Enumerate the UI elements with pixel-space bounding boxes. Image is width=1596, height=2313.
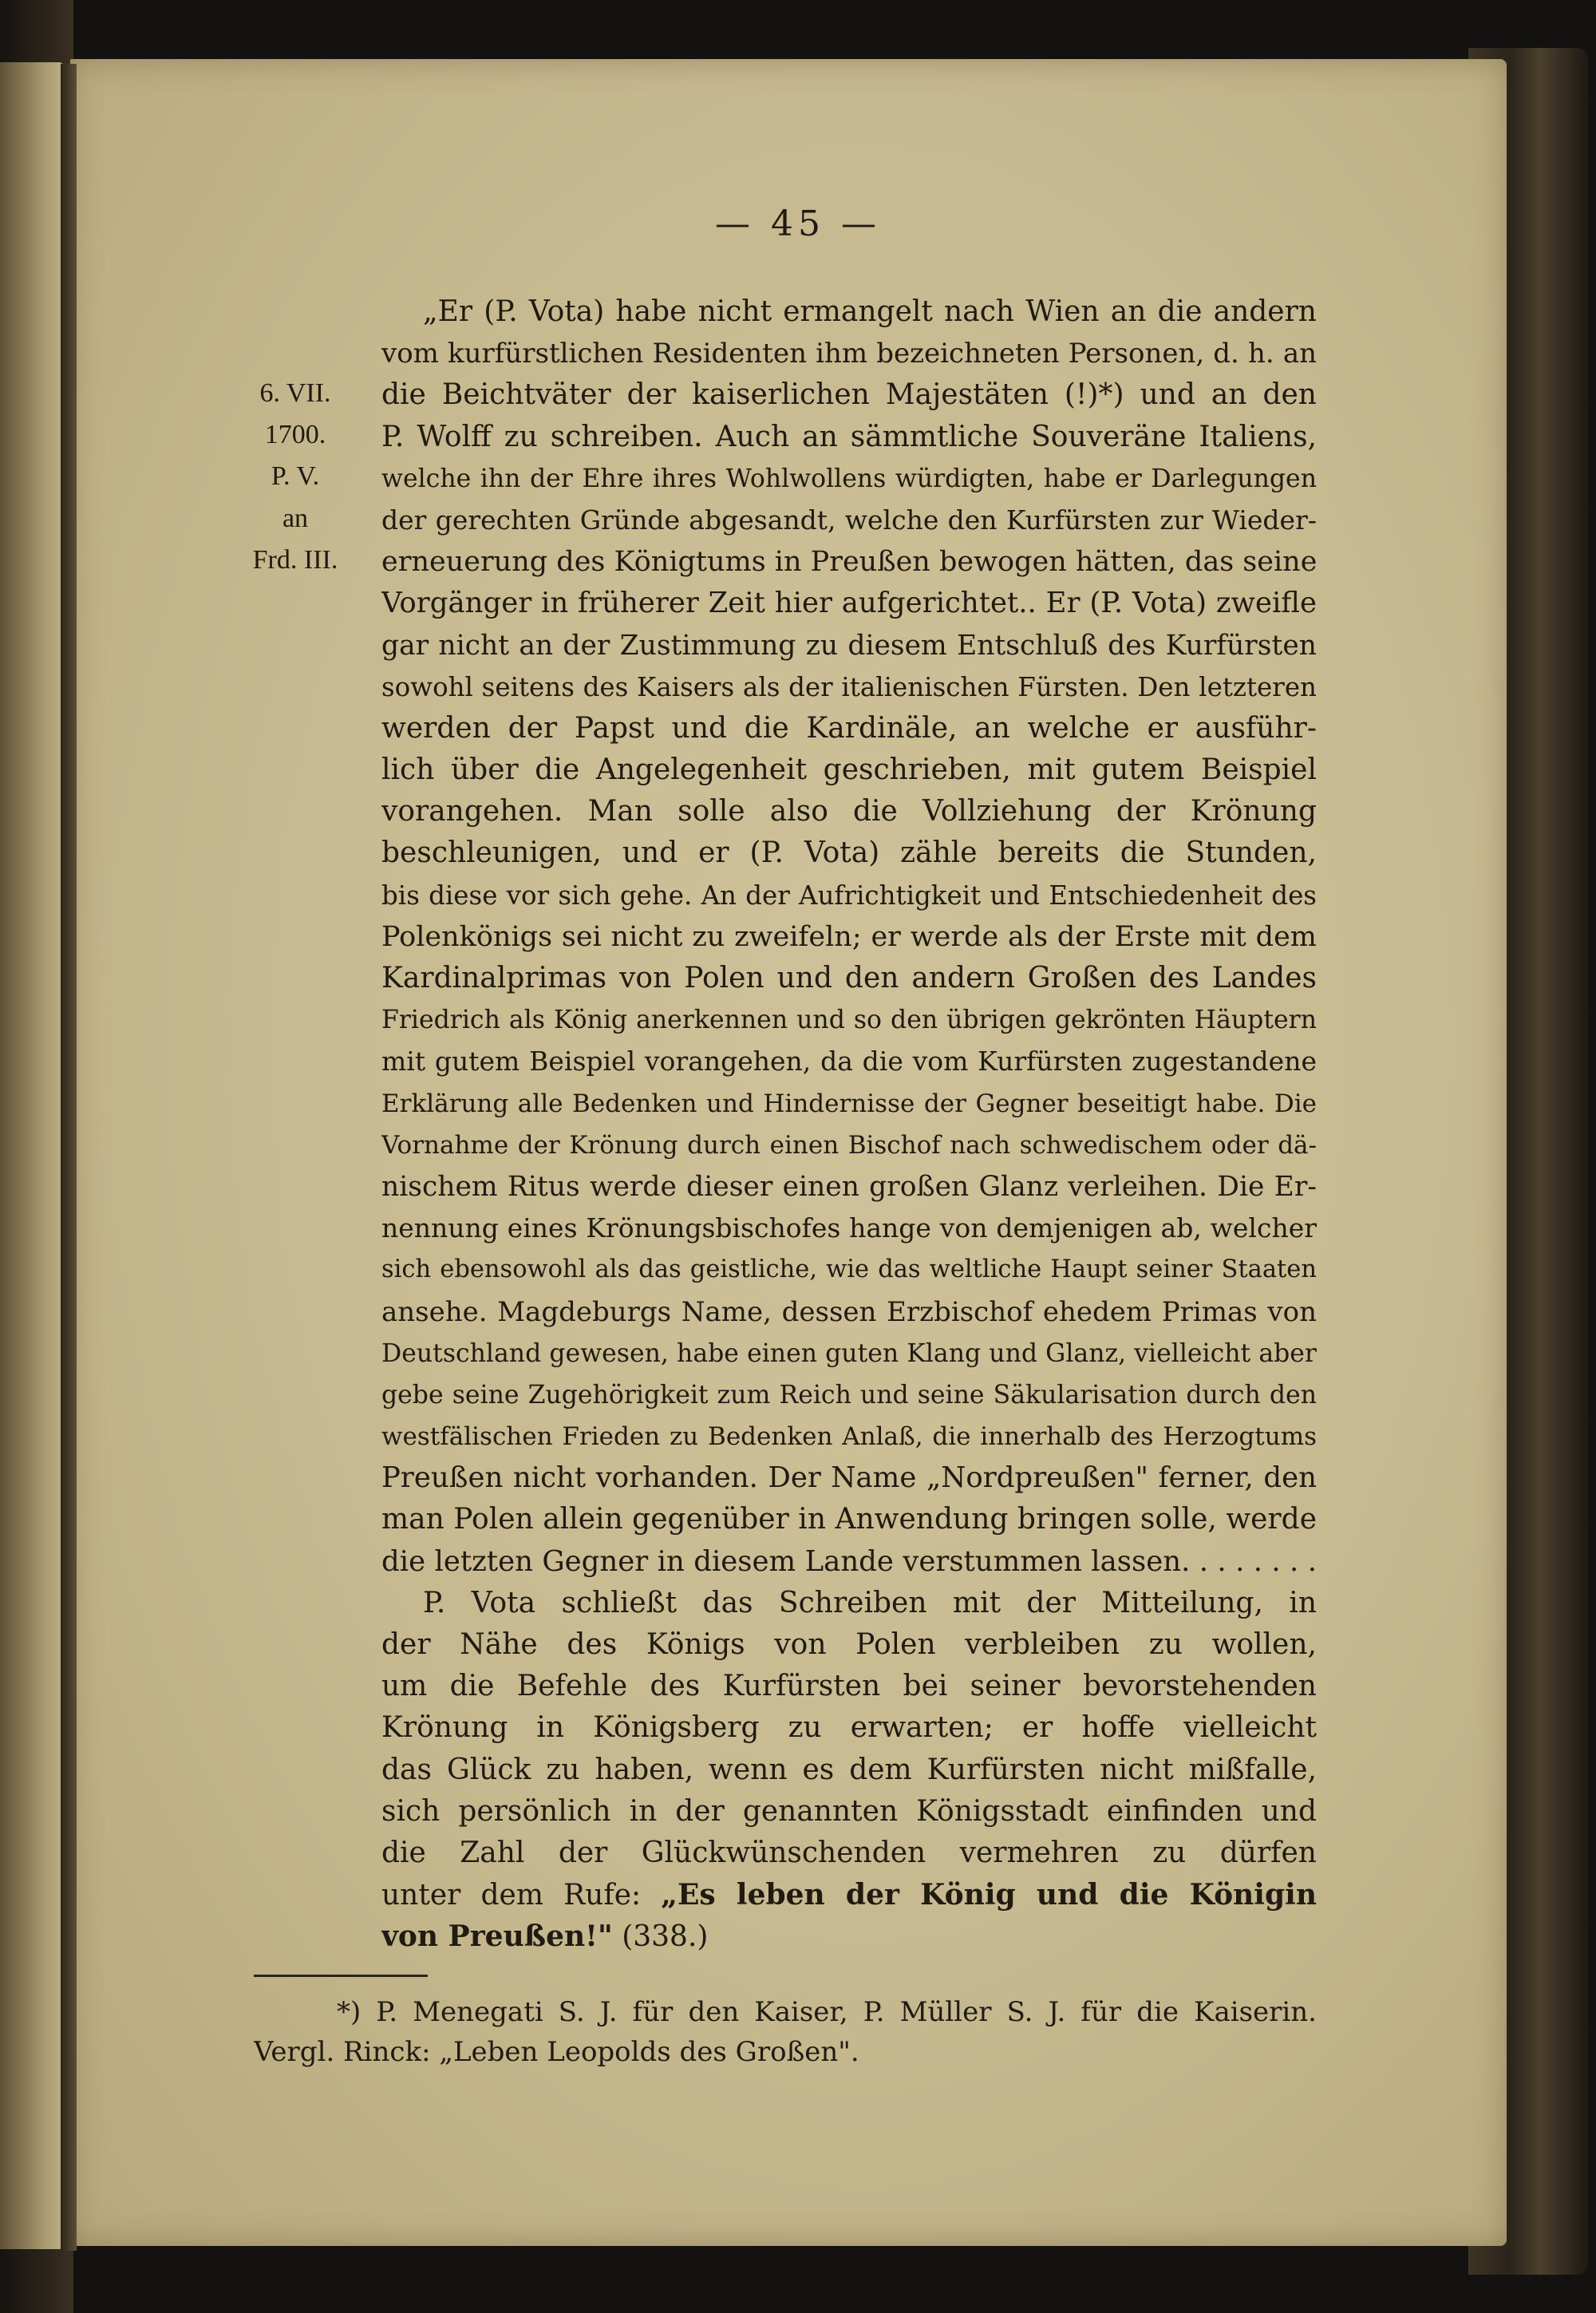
text-line: P. Vota schließt das Schreiben mit der Mitteilung, in — [423, 1586, 1317, 1619]
margin-note-line: 6. VII. — [259, 378, 331, 408]
previous-page-edge — [0, 62, 64, 2249]
page-number: — 45 — — [715, 204, 881, 244]
text-line: gar nicht an der Zustimmung zu diesem Entschluß des Kurfürsten — [381, 629, 1317, 662]
closing-exclamation: „Es leben der König und die Königin — [661, 1878, 1317, 1912]
text-line: welche ihn der Ehre ihres Wohlwollens würdigten, habe er Darlegungen — [381, 464, 1317, 493]
text-line: bis diese vor sich gehe. An der Aufrichtigkeit und Entschiedenheit des — [381, 880, 1317, 911]
text-line: „Er (P. Vota) habe nicht ermangelt nach Wien an die andern — [423, 295, 1317, 328]
text-line: sich ebensowohl als das geistliche, wie das weltliche Haupt seiner Staaten — [381, 1255, 1317, 1284]
text-line: Vornahme der Krönung durch einen Bischof nach schwedischem oder dä- — [381, 1130, 1317, 1160]
footnote-line: *) P. Menegati S. J. für den Kaiser, P. Müller S. J. für die Kaiserin. — [337, 1996, 1317, 2028]
text-line: nennung eines Krönungsbischofes hange von demjenigen ab, welcher — [381, 1212, 1317, 1244]
margin-note-line: P. V. — [271, 461, 320, 492]
text-line: Polenkönigs sei nicht zu zweifeln; er werde als der Erste mit dem — [381, 920, 1317, 953]
closing-reference: (338.) — [622, 1920, 709, 1954]
margin-note — [227, 373, 363, 581]
text-line: sich persönlich in der genannten Königsstadt einfinden und — [381, 1794, 1317, 1828]
margin-note-line: 1700. — [264, 420, 326, 450]
closing-exclamation: von Preußen!" — [381, 1920, 613, 1954]
text-line: die Beichtväter der kaiserlichen Majestäten (!)*) und an den — [381, 378, 1317, 412]
text-line: lich über die Angelegenheit geschrieben, mit gutem Beispiel — [381, 753, 1317, 787]
body-text — [381, 291, 1317, 1958]
book-gutter — [61, 64, 77, 2251]
text-line: der gerechten Gründe abgesandt, welche den Kurfürsten zur Wieder- — [381, 504, 1317, 536]
text-line: erneuerung des Königtums in Preußen bewogen hätten, das seine — [381, 546, 1317, 579]
text-line: P. Wolff zu schreiben. Auch an sämmtliche Souveräne Italiens, — [381, 420, 1317, 453]
text-line: werden der Papst und die Kardinäle, an welche er ausführ- — [381, 711, 1317, 745]
margin-note-line: Frd. III. — [252, 544, 338, 575]
text-line: Erklärung alle Bedenken und Hindernisse der Gegner beseitigt habe. Die — [381, 1089, 1317, 1118]
text-line: Preußen nicht vorhanden. Der Name „Nordpreußen" ferner, den — [381, 1461, 1317, 1495]
text-line: mit gutem Beispiel vorangehen, da die vom Kurfürsten zugestandene — [381, 1046, 1317, 1077]
text-line: Deutschland gewesen, habe einen guten Klang und Glanz, vielleicht aber — [381, 1338, 1317, 1368]
text-line: gebe seine Zugehörigkeit zum Reich und seine Säkularisation durch den — [381, 1380, 1317, 1410]
text-line: Friedrich als König anerkennen und so den übrigen gekrönten Häuptern — [381, 1006, 1317, 1035]
text-line: man Polen allein gegenüber in Anwendung bringen solle, werde — [381, 1503, 1317, 1536]
text-line: westfälischen Frieden zu Bedenken Anlaß, die innerhalb des Herzogtums — [381, 1422, 1317, 1452]
text-line: ansehe. Magdeburgs Name, dessen Erzbischof ehedem Primas von — [381, 1295, 1317, 1328]
text-line: Krönung in Königsberg zu erwarten; er hoffe vielleicht — [381, 1711, 1317, 1745]
text-line — [381, 1916, 1317, 1957]
footnote — [254, 1992, 1317, 2072]
margin-note-line: an — [282, 503, 309, 533]
text-line: der Nähe des Königs von Polen verbleiben zu wollen, — [381, 1628, 1317, 1661]
footnote-line: Vergl. Rinck: „Leben Leopolds des Großen". — [254, 2036, 859, 2068]
text-line: vom kurfürstlichen Residenten ihm bezeichneten Personen, d. h. an — [381, 338, 1317, 370]
text-line: um die Befehle des Kurfürsten bei seiner bevorstehenden — [381, 1670, 1317, 1703]
text-line: beschleunigen, und er (P. Vota) zähle bereits die Stunden, — [381, 836, 1317, 870]
text-line: Kardinalprimas von Polen und den andern Großen des Landes — [381, 962, 1317, 994]
text-line: die letzten Gegner in diesem Lande verstummen lassen. . . . . . . . — [381, 1544, 1317, 1578]
text-line — [381, 1874, 1317, 1916]
text-line: sowohl seitens des Kaisers als der italienischen Fürsten. Den letzteren — [381, 671, 1317, 702]
closing-lead: unter dem Rufe: — [381, 1879, 642, 1912]
text-line: das Glück zu haben, wenn es dem Kurfürsten nicht mißfalle, — [381, 1753, 1317, 1786]
footnote-rule — [254, 1975, 428, 1977]
text-line: Vorgänger in früherer Zeit hier aufgerichtet.. Er (P. Vota) zweifle — [381, 587, 1317, 620]
text-line: vorangehen. Man solle also die Vollziehung der Krönung — [381, 795, 1317, 828]
text-line: nischem Ritus werde dieser einen großen Glanz verleihen. Die Er- — [381, 1170, 1317, 1203]
text-line: die Zahl der Glückwünschenden vermehren zu dürfen — [381, 1836, 1317, 1869]
